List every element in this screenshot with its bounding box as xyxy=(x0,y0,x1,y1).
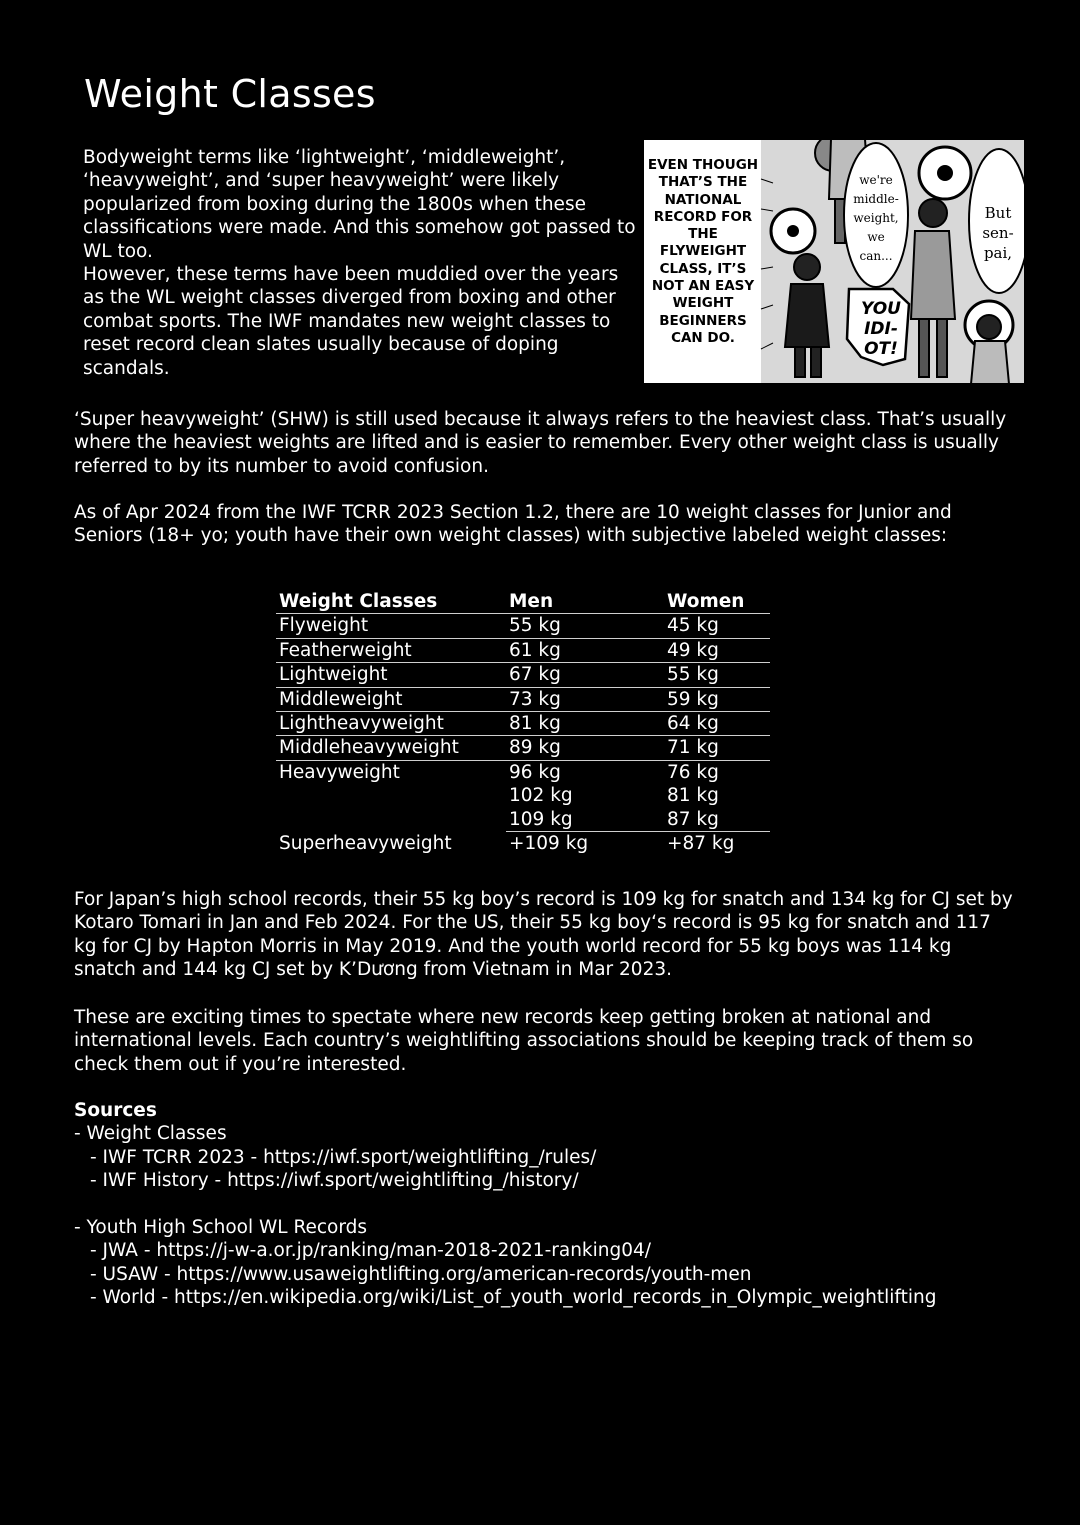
table-row xyxy=(276,687,770,711)
source-link[interactable]: - JWA - https://j-w-a.or.jp/ranking/man-2018-2021-ranking04/ xyxy=(90,1240,652,1262)
men-weight: 102 kg xyxy=(509,785,573,807)
shw-paragraph: ‘Super heavyweight’ (SHW) is still used because it always refers to the heaviest class. That’s usually where the heaviest weights are lifted and is easier to remember. Every other weight class is usually referred to by its number to avoid confusion. xyxy=(74,409,1007,477)
sources-section xyxy=(74,1099,936,1310)
manga-panel xyxy=(643,139,1025,384)
records-paragraph: For Japan’s high school records, their 55 kg boy’s record is 109 kg for snatch and 134 kg for CJ set by Kotaro Tomari in Jan and Feb 2024. For the US, their 55 kg boy‘s record is 95 kg for snatch and 117 kg for CJ by Hapton Morris in May 2019. And the youth world record for 55 kg boys was 114 kg snatch and 144 kg CJ set by K’Dương from Vietnam in Mar 2023. xyxy=(74,889,1013,981)
class-name: Middleheavyweight xyxy=(276,736,506,760)
table-row xyxy=(276,614,770,638)
class-name: Middleweight xyxy=(276,687,506,711)
table-row xyxy=(276,784,770,807)
women-weight: 76 kg xyxy=(667,761,719,783)
women-weight: 49 kg xyxy=(664,638,770,662)
women-weight: 87 kg xyxy=(664,808,770,832)
men-weight: 109 kg xyxy=(506,808,664,832)
manga-idiot-bubble: YOU IDI-OT! xyxy=(861,299,901,359)
source-link[interactable]: - World - https://en.wikipedia.org/wiki/List_of_youth_world_records_in_Olympic_weightlifting xyxy=(90,1287,937,1309)
table-header-row xyxy=(276,590,770,614)
header-women: Women xyxy=(664,590,770,614)
women-weight: 81 kg xyxy=(667,785,719,807)
source-link[interactable]: - IWF History - https://iwf.sport/weightlifting_/history/ xyxy=(90,1170,579,1192)
history-paragraph: However, these terms have been muddied over the years as the WL weight classes diverged from boxing and other combat sports. The IWF mandates new weight classes to reset record clean slates usually because of doping scandals. xyxy=(83,264,619,379)
page-title: Weight Classes xyxy=(84,72,376,116)
manga-main-bubble: EVEN THOUGH THAT’S THE NATIONAL RECORD FOR THE FLYWEIGHT CLASS, IT’S NOT AN EASY WEIGHT BEGINNERS CAN DO. xyxy=(647,157,759,346)
men-weight: 96 kg xyxy=(509,761,561,783)
women-weight: 55 kg xyxy=(664,663,770,687)
source-link[interactable]: - IWF TCRR 2023 - https://iwf.sport/weightlifting_/rules/ xyxy=(90,1146,597,1168)
men-weight: 73 kg xyxy=(506,687,664,711)
class-name xyxy=(276,808,506,832)
class-name: Lightheavyweight xyxy=(276,712,506,736)
class-name xyxy=(276,784,506,807)
table-row xyxy=(276,736,770,760)
women-weight: 64 kg xyxy=(664,712,770,736)
women-weight: 45 kg xyxy=(664,614,770,638)
men-weight: 67 kg xyxy=(506,663,664,687)
manga-senpai-bubble: But sen-pai, xyxy=(982,204,1014,262)
class-name: Flyweight xyxy=(276,614,506,638)
manga-middleweight-bubble: we're middle-weight, we can... xyxy=(853,173,899,263)
sources-heading: Sources xyxy=(74,1100,157,1121)
table-row xyxy=(276,832,770,856)
table-row xyxy=(276,808,770,832)
women-weight: 71 kg xyxy=(664,736,770,760)
men-weight: 89 kg xyxy=(506,736,664,760)
weight-classes-table xyxy=(276,590,770,855)
table-row xyxy=(276,760,770,784)
source-group-label: - Weight Classes xyxy=(74,1123,227,1145)
men-weight: 61 kg xyxy=(506,638,664,662)
table-row xyxy=(276,663,770,687)
class-name: Superheavyweight xyxy=(279,832,452,854)
class-name: Lightweight xyxy=(276,663,506,687)
men-weight: 55 kg xyxy=(506,614,664,638)
women-weight: +87 kg xyxy=(667,833,735,855)
intro-paragraph: Bodyweight terms like ‘lightweight’, ‘middleweight’, ‘heavyweight’, and ‘super heavyweight’ were likely popularized from boxing during the 1800s when these classifications were made. And this somehow got passed to WL too. xyxy=(83,147,636,262)
table-row xyxy=(276,712,770,736)
men-weight: 81 kg xyxy=(506,712,664,736)
class-name: Featherweight xyxy=(276,638,506,662)
spacer xyxy=(74,1193,936,1216)
classes-intro-paragraph: As of Apr 2024 from the IWF TCRR 2023 Section 1.2, there are 10 weight classes for Junior and Seniors (18+ yo; youth have their own weight classes) with subjective labeled weight classes: xyxy=(74,502,952,547)
class-name: Heavyweight xyxy=(279,761,400,783)
source-group-label: - Youth High School WL Records xyxy=(74,1217,368,1239)
header-weight-classes: Weight Classes xyxy=(276,590,506,614)
source-link[interactable]: - USAW - https://www.usaweightlifting.org/american-records/youth-men xyxy=(90,1263,752,1285)
women-weight: 59 kg xyxy=(664,687,770,711)
closing-paragraph: These are exciting times to spectate where new records keep getting broken at national and international levels. Each country’s weightlifting associations should be keeping track of them so check them out if you’re interested. xyxy=(74,1007,974,1075)
header-men: Men xyxy=(506,590,664,614)
table-row xyxy=(276,638,770,662)
men-weight: +109 kg xyxy=(509,833,589,855)
